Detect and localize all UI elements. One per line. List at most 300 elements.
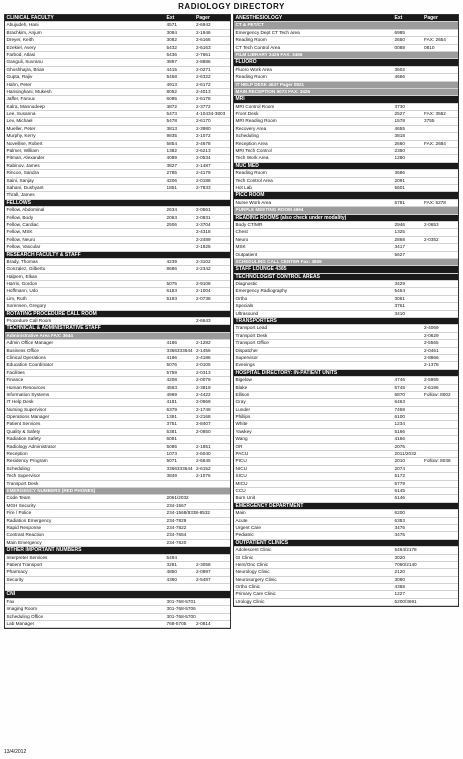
row-pager: 0810: [424, 44, 435, 50]
row-ext: 3082: [166, 37, 177, 43]
directory-row: [5, 495, 230, 502]
footer-date: 13/4/2012: [4, 749, 27, 755]
row-pager: [423, 407, 459, 413]
row-pager: 2-4179: [196, 170, 211, 176]
directory-row: [5, 266, 230, 273]
row-pager: FAX: 5278: [424, 199, 446, 205]
directory-row: [5, 392, 230, 399]
row-ext: [393, 96, 423, 102]
row-name: GI Clinic: [235, 554, 254, 560]
row-pager: 2-6643: [196, 318, 211, 324]
row-pager: [423, 303, 459, 309]
row-name: White: [235, 421, 248, 427]
row-ext: [165, 244, 195, 250]
row-ext: [165, 192, 195, 198]
directory-row: [234, 170, 458, 177]
section-header-row: [5, 591, 230, 598]
directory-row: [234, 532, 458, 539]
directory-row: [5, 399, 230, 406]
directory-row: [5, 377, 230, 384]
section-header-row: [5, 252, 230, 259]
row-name: Ortho Clinic: [235, 584, 260, 590]
row-name: Information Systems: [6, 391, 50, 397]
row-ext: 2785: [166, 170, 177, 176]
row-ext: 2010: [394, 458, 405, 464]
directory-row: [5, 207, 230, 214]
row-ext: 6146: [394, 495, 405, 501]
directory-row: [5, 52, 230, 59]
directory-row: [234, 30, 458, 37]
directory-row: [234, 222, 458, 229]
row-pager: 2-6178: [196, 96, 211, 102]
row-pager: 2-6645: [196, 458, 211, 464]
row-pager: [423, 473, 459, 479]
row-name: Tech Supervisor: [6, 473, 41, 479]
row-name: Residency Program: [6, 458, 48, 464]
row-ext: 5468: [166, 74, 177, 80]
row-name: Rapid Response: [6, 524, 42, 530]
row-ext: [165, 481, 195, 487]
row-name: Evenings: [235, 362, 255, 368]
row-name: OR: [235, 443, 243, 449]
row-name: READING ROOMS (also check under modality): [235, 214, 347, 221]
row-pager: [423, 525, 459, 531]
directory-row: [234, 414, 458, 421]
row-ext: 4913: [166, 81, 177, 87]
row-ext: 301-768-5700: [166, 613, 196, 619]
section-header-row: [234, 192, 458, 199]
row-ext: 234-1567: [166, 502, 187, 508]
directory-row: [5, 185, 230, 192]
row-ext: 1325: [394, 229, 405, 235]
directory-row: [234, 444, 458, 451]
row-pager: [423, 481, 459, 487]
row-ext: 3429: [394, 281, 405, 287]
row-ext: [393, 82, 423, 88]
row-name: Rincon, Sandra: [6, 170, 39, 176]
row-name: IT Help Desk: [6, 399, 34, 405]
row-ext: 5381: [166, 428, 177, 434]
row-ext: 3417: [394, 244, 405, 250]
row-pager: [423, 421, 459, 427]
directory-row: [234, 458, 458, 465]
row-ext: 4850: [166, 569, 177, 575]
row-name: Admin Office Manager: [6, 340, 54, 346]
row-pager: 2-1925: [196, 244, 211, 250]
directory-row: [5, 577, 230, 584]
row-name: Saini, Sanjay: [6, 177, 34, 183]
row-name: MRI: [235, 96, 245, 103]
row-ext: [165, 237, 195, 243]
row-ext: 3897: [166, 59, 177, 65]
row-ext: 234-1568/8338-8532: [166, 510, 211, 516]
row-name: HOSPITAL DIRECTORY: IN-PATIENT UNITS: [235, 369, 338, 376]
row-name: Hoffmann, Udo: [6, 288, 38, 294]
row-name: MAIN RECEPTION 5073 FAX: 3426: [235, 88, 311, 94]
directory-row: [234, 45, 458, 52]
row-pager: [195, 495, 231, 501]
row-name: Kalra, Mannudeep: [6, 103, 45, 109]
directory-row: [234, 525, 458, 532]
row-ext: 3080: [394, 576, 405, 582]
directory-row: [234, 547, 458, 554]
directory-row: [234, 392, 458, 399]
directory-row: [234, 237, 458, 244]
row-pager: 2-6166: [196, 37, 211, 43]
row-pager: [423, 170, 459, 176]
row-ext: [165, 584, 195, 590]
row-name: Clinical Operations: [6, 354, 46, 360]
row-pager: [423, 178, 459, 184]
directory-row: [5, 281, 230, 288]
row-name: Interpreter Services: [6, 554, 48, 560]
row-pager: [195, 614, 231, 620]
row-ext: 5432: [166, 44, 177, 50]
directory-row: [234, 340, 458, 347]
row-name: Fire / Police: [6, 510, 32, 516]
directory-row: [234, 591, 458, 598]
section-header-row: [234, 215, 458, 222]
row-ext: 5601: [394, 184, 405, 190]
row-ext: 3410: [394, 310, 405, 316]
row-name: CCU: [235, 488, 246, 493]
section-header-row: [234, 207, 458, 214]
row-ext: 1391: [166, 414, 177, 420]
directory-row: [5, 303, 230, 310]
row-name: Harris, Gordon: [6, 281, 38, 287]
row-ext: 3476: [394, 532, 405, 538]
row-name: Radiology Administrator: [6, 443, 57, 449]
row-pager: [195, 274, 231, 280]
row-name: Novelline, Robert: [6, 140, 43, 146]
row-pager: 2-6213: [196, 148, 211, 154]
row-name: FLUORO: [235, 59, 257, 66]
row-name: Security: [6, 576, 24, 582]
row-pager: [423, 288, 459, 294]
row-name: Harisinghani, Mukesh: [6, 88, 52, 94]
row-name: Reading Room: [235, 74, 267, 80]
row-ext: 8686: [166, 266, 177, 272]
section-header-row: [5, 333, 230, 340]
row-pager: [195, 311, 231, 317]
row-pager: [423, 532, 459, 538]
row-ext: 2091: [394, 177, 405, 183]
directory-row: [234, 569, 458, 576]
row-ext: [165, 325, 195, 331]
row-pager: [423, 155, 459, 161]
row-pager: [423, 74, 459, 80]
right-directory-column: [233, 14, 459, 607]
row-pager: 2-2168: [196, 414, 211, 420]
row-name: Urgent Care: [235, 524, 262, 530]
row-name: Specials: [235, 303, 254, 309]
row-pager: 2-4013: [196, 88, 211, 94]
row-pager: [423, 82, 459, 88]
row-name: Lab Manager: [6, 621, 35, 627]
row-pager: [195, 481, 231, 487]
page-footer: [4, 749, 459, 755]
row-pager: [423, 370, 459, 376]
row-ext: 5627: [394, 251, 405, 257]
directory-row: [5, 540, 230, 547]
row-name: MRI Reading Room: [235, 118, 277, 124]
row-ext: 5854: [166, 140, 177, 146]
row-name: Primary Care Clinic: [235, 591, 276, 597]
row-ext: 2506: [166, 221, 177, 227]
row-name: MICU: [235, 480, 248, 486]
row-pager: Follow: 8038: [424, 458, 451, 464]
directory-row: [5, 104, 230, 111]
row-pager: 2-5955: [424, 377, 439, 383]
row-pager: 2-0461: [424, 347, 439, 353]
row-ext: [393, 503, 423, 509]
row-pager: [423, 584, 459, 590]
row-pager: 2-4069: [424, 325, 439, 331]
directory-row: [5, 348, 230, 355]
directory-row: [234, 481, 458, 488]
row-pager: [423, 414, 459, 420]
row-pager: [423, 215, 459, 221]
directory-row: [234, 303, 458, 310]
row-ext: 5166: [394, 428, 405, 434]
row-pager: [195, 192, 231, 198]
row-pager: [423, 59, 459, 65]
row-name: Fellow, Vascular: [6, 244, 41, 250]
row-name: Nurse Work Area: [235, 199, 272, 205]
row-name: EMERGENCY DEPARTMENT: [235, 502, 304, 509]
row-name: MGH Security: [6, 502, 36, 508]
row-name: Operations Manager: [6, 414, 50, 420]
row-ext: [393, 540, 423, 546]
row-pager: [423, 67, 459, 73]
row-ext: 4655: [394, 125, 405, 131]
row-pager: 2-1076: [196, 473, 211, 479]
row-ext: [393, 259, 423, 265]
row-ext: 1280: [394, 155, 405, 161]
row-pager: 2-6170: [196, 118, 211, 124]
row-pager: [423, 399, 459, 405]
row-pager: 2-1487: [196, 162, 211, 168]
row-pager: 2-2342: [196, 266, 211, 272]
row-name: Scheduling: [6, 465, 30, 471]
row-name: Brady, Thomas: [6, 258, 38, 264]
row-name: Contrast Reaction: [6, 532, 45, 538]
section-header-row: [5, 15, 230, 22]
row-ext: 234-7822: [166, 524, 187, 530]
row-name: Main Emergency: [6, 539, 42, 545]
row-pager: [423, 96, 459, 102]
section-header-row: [234, 22, 458, 29]
row-name: CT Tech Control Area: [235, 44, 281, 50]
row-name: PURPLE MEETING ROOM 4694: [235, 207, 304, 213]
directory-row: [5, 362, 230, 369]
directory-row: [234, 451, 458, 458]
row-pager: 2-1946: [196, 29, 211, 35]
row-ext: 3020: [394, 554, 405, 560]
row-name: IT HELP DESK 4637 Pager 0821: [235, 81, 305, 87]
row-name: Hem/Onc Clinic: [235, 561, 269, 567]
directory-row: [234, 133, 458, 140]
row-name: Transport Desk: [235, 332, 268, 338]
row-pager: Pager: [196, 15, 210, 21]
row-pager: [423, 591, 459, 597]
directory-row: [5, 340, 230, 347]
row-ext: 6353: [394, 517, 405, 523]
row-pager: 2-6942: [196, 22, 211, 28]
directory-row: [5, 614, 230, 621]
row-ext: 5494: [166, 554, 177, 560]
row-name: Hahn, Peter: [6, 81, 32, 87]
row-pager: [423, 436, 459, 442]
row-pager: 2-3819: [196, 384, 211, 390]
row-ext: 234-7829: [166, 517, 187, 523]
row-ext: 5075: [166, 281, 177, 287]
row-name: Jaffer, Farouc: [6, 96, 36, 102]
directory-row: [5, 355, 230, 362]
row-ext: 5781: [394, 199, 405, 205]
row-ext: [165, 488, 195, 494]
row-pager: [423, 562, 459, 568]
row-pager: [195, 303, 231, 309]
directory-row: [234, 421, 458, 428]
directory-row: [234, 377, 458, 384]
row-name: Tech Work Area: [235, 155, 269, 161]
row-pager: 4-10434-3803: [196, 111, 226, 117]
row-pager: [423, 547, 459, 553]
row-name: EMERGENCY NUMBERS (RED PHONES): [6, 488, 96, 493]
row-pager: 2-1378: [424, 362, 439, 368]
section-header-row: [5, 325, 230, 332]
row-name: Scheduling Office: [6, 613, 44, 619]
directory-row: [234, 67, 458, 74]
directory-row: [234, 148, 458, 155]
directory-row: [5, 436, 230, 443]
row-ext: 2061/2032: [166, 495, 189, 501]
directory-row: [5, 178, 230, 185]
row-ext: 2120: [394, 569, 405, 575]
row-pager: 2-8407: [196, 421, 211, 427]
directory-row: [234, 466, 458, 473]
row-name: Fellow, Neuro: [6, 236, 36, 242]
directory-row: [5, 96, 230, 103]
row-ext: 3827: [166, 162, 177, 168]
row-name: Halpern, Elkan: [6, 273, 38, 279]
directory-row: [5, 458, 230, 465]
row-pager: [423, 163, 459, 169]
directory-row: [5, 599, 230, 606]
directory-row: [5, 215, 230, 222]
row-name: OTHER IMPORTANT NUMBERS: [6, 547, 82, 554]
row-name: Fellow, Cardiac: [6, 221, 39, 227]
row-ext: 4571: [166, 22, 177, 28]
row-name: Front Desk: [235, 111, 259, 117]
row-ext: 6153: [166, 288, 177, 294]
directory-row: [5, 22, 230, 29]
row-pager: [423, 495, 459, 501]
row-name: Lev, Michael: [6, 118, 33, 124]
row-pager: [195, 599, 231, 605]
directory-row: [5, 503, 230, 510]
row-name: Bigelow: [235, 377, 252, 383]
row-name: Transport Desk: [6, 480, 39, 486]
directory-row: [234, 118, 458, 125]
row-pager: 2-1072: [196, 133, 211, 139]
row-name: Ezekiel, Avery: [6, 44, 36, 50]
row-ext: [393, 355, 423, 361]
directory-row: [5, 429, 230, 436]
row-pager: [423, 569, 459, 575]
row-name: Emergency Dept CT Tech area: [235, 29, 300, 35]
row-ext: 768-5705: [166, 621, 187, 627]
row-name: Fellow, Abdominal: [6, 207, 45, 213]
row-pager: FAX: 2684: [424, 140, 446, 146]
row-pager: [423, 451, 459, 457]
row-name: Lim, Ruth: [6, 295, 27, 301]
row-pager: 2-0831: [196, 214, 211, 220]
row-name: Fluoro Work Area: [235, 66, 272, 72]
row-ext: 4563: [166, 384, 177, 390]
row-ext: 6091: [166, 436, 177, 442]
row-ext: 301-768-5706: [166, 606, 196, 612]
directory-row: [5, 473, 230, 480]
row-ext: 3849: [166, 473, 177, 479]
directory-row: [5, 222, 230, 229]
row-name: Wang: [235, 436, 248, 442]
row-name: NICU: [235, 465, 247, 471]
directory-row: [5, 385, 230, 392]
row-pager: 2-0653: [424, 221, 439, 227]
row-pager: 2-4678: [196, 140, 211, 146]
section-header-row: [234, 540, 458, 547]
row-ext: [165, 200, 195, 206]
row-name: Lunder: [235, 406, 251, 412]
section-header-row: [234, 266, 458, 273]
section-header-row: [234, 96, 458, 103]
section-header-row: [234, 370, 458, 377]
row-name: RESEARCH FACULTY & STAFF: [6, 251, 81, 258]
section-header-row: [234, 82, 458, 89]
row-ext: 5071: [166, 458, 177, 464]
row-ext: 1851: [166, 184, 177, 190]
row-pager: [423, 311, 459, 317]
row-ext: 4206: [166, 177, 177, 183]
row-name: Procedure Call Room: [6, 318, 52, 324]
row-pager: [195, 488, 231, 494]
row-ext: 4089: [166, 155, 177, 161]
section-header-row: [5, 200, 230, 207]
row-ext: 2076: [394, 443, 405, 449]
row-ext: 5076: [166, 362, 177, 368]
row-name: Murphy, Kerry: [6, 133, 36, 139]
row-ext: 1234: [394, 421, 405, 427]
row-ext: 3061: [394, 295, 405, 301]
directory-row: [234, 333, 458, 340]
row-pager: [423, 244, 459, 250]
row-ext: [393, 59, 423, 65]
row-ext: 1073: [166, 451, 177, 457]
row-ext: 5464/2178: [394, 547, 417, 553]
row-pager: 2-0738: [196, 295, 211, 301]
row-name: MRI Control Room: [235, 103, 275, 109]
row-name: Abujudeh, Hani: [6, 22, 39, 28]
directory-row: [5, 606, 230, 613]
row-pager: 2-1851: [196, 443, 211, 449]
row-ext: 7458: [394, 406, 405, 412]
row-name: Education Coordinator: [6, 362, 54, 368]
row-name: Ortho: [235, 295, 248, 301]
row-pager: 3755: [424, 118, 435, 124]
directory-row: [5, 525, 230, 532]
